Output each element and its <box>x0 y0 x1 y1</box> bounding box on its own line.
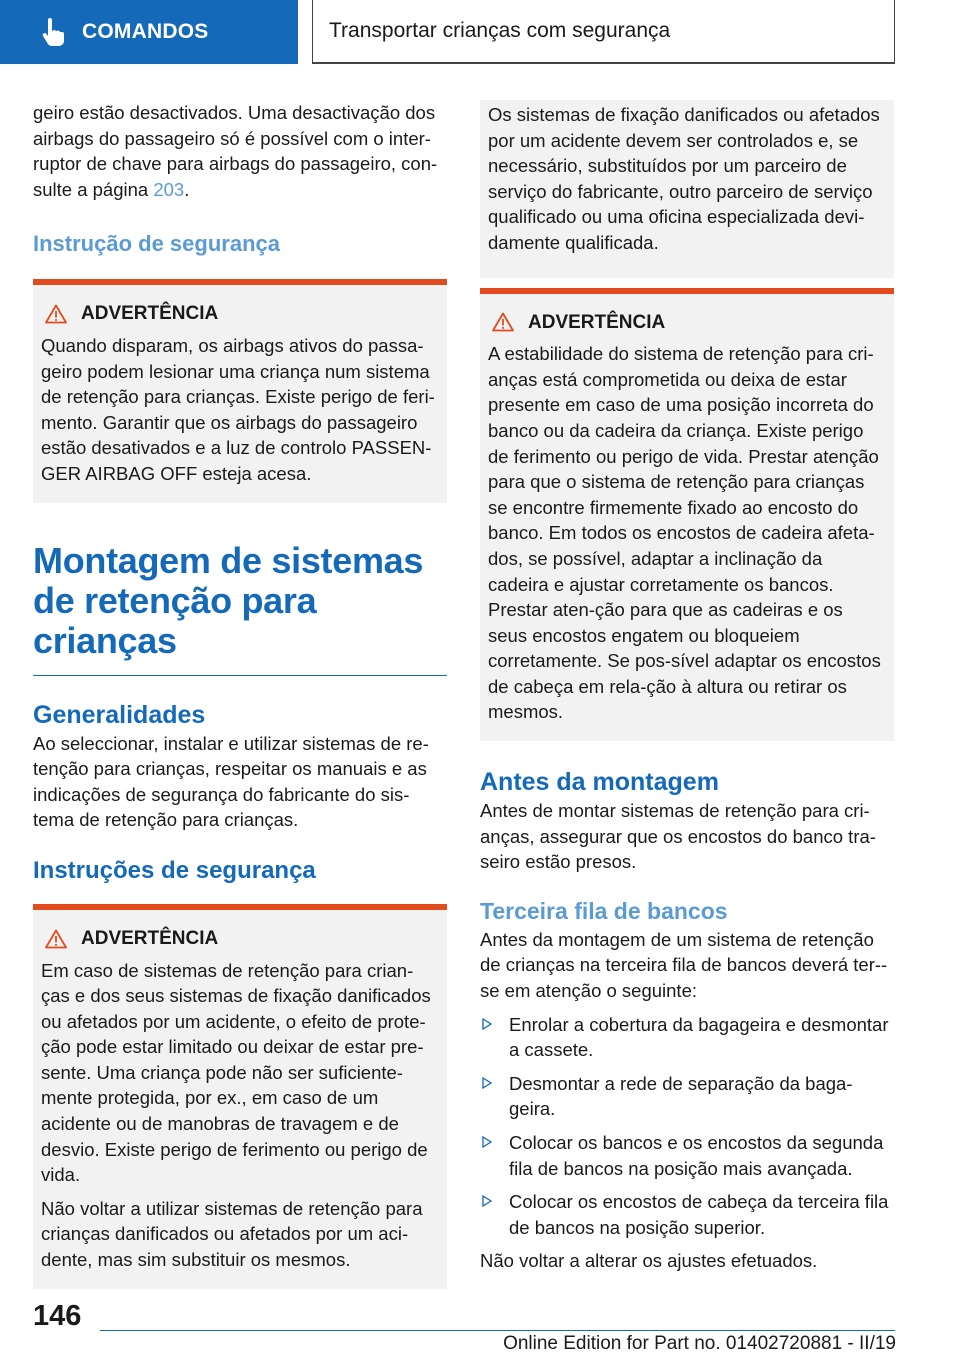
warning-text-2: Não voltar a utilizar sistemas de retenção para crianças danificados ou afetados por um aci-dente, mas sim substituir os mesmos. <box>41 1197 423 1271</box>
section-tab <box>0 0 298 64</box>
list-item-text: Colocar os encostos de cabeça da terceira fila de bancos na posição superior. <box>509 1191 889 1238</box>
left-column <box>33 100 447 1289</box>
bullet-triangle-icon <box>482 1195 492 1207</box>
info-box <box>480 100 894 278</box>
warning-title-text: ADVERTÊNCIA <box>81 927 219 949</box>
warning-triangle-icon <box>45 304 67 324</box>
warning-text: Em caso de sistemas de retenção para crian-ças e dos seus sistemas de fixação danificados ou afetados por um acidente, o efeito de prote-ção pode estar limitado ou deixar de estar pre-sente. Uma criança pode não ser suficiente-mente protegida, por ex., em caso de um acidente ou de manobras de travagem e de desvio. Existe perigo de ferimento ou perigo de vida. <box>41 959 431 1186</box>
warning-text: A estabilidade do sistema de retenção para cri-anças está comprometida ou deixa de estar presente em caso de uma posição incorreta do banco ou da cadeira da criança. Existe perigo de ferimento ou perigo de vida. Prestar atenção para que o sistema de retenção para crianças se encontre firmemente fixado ao encosto do banco. Em todos os encostos de cadeira afeta-dos, se possível, adaptar a inclinação da cadeira e ajustar corretamente os bancos. Prestar aten-ção para que as cadeiras e os seus encostos engatem ou bloqueiem corretamente. Se pos-sível adaptar os encostos de cabeça em rela-ção à altura ou retirar os mesmos. <box>488 343 881 723</box>
intro-paragraph <box>33 100 447 202</box>
intro-text: geiro estão desactivados. Uma desactivação dos airbags do passageiro só é possível com o inter-ruptor de chave para airbags do passageiro, con-sulte a página <box>33 102 438 200</box>
third-row-heading: Terceira fila de bancos <box>480 897 728 924</box>
warning-box-1 <box>33 279 447 502</box>
list-item-text: Colocar os bancos e os encostos da segunda fila de bancos na posição mais avançada. <box>509 1132 884 1179</box>
warning-title <box>45 301 447 327</box>
footer-rule <box>100 1330 895 1331</box>
list-item-text: Enrolar a cobertura da bagageira e desmontar a cassete. <box>509 1013 889 1061</box>
before-paragraph: Antes de montar sistemas de retenção para cri-anças, assegurar que os encostos do banco tra-seiro estão presos. <box>480 800 876 873</box>
section-label: COMANDOS <box>82 20 209 43</box>
general-heading: Generalidades <box>33 700 206 729</box>
warning-text: Quando disparam, os airbags ativos do passa-geiro podem lesionar uma criança num sistema de retenção para crianças. Existe perigo de feri-mento. Garantir que os airbags do passageiro estão desativados e a luz de controlo PASSEN-GER AIRBAG OFF esteja acesa. <box>41 334 435 484</box>
list-item <box>480 1189 894 1240</box>
safety-heading: Instrução de segurança <box>33 231 280 257</box>
bullet-triangle-icon <box>482 1077 492 1089</box>
closing-paragraph: Não voltar a alterar os ajustes efetuados. <box>480 1250 818 1272</box>
warning-triangle-icon <box>492 312 514 332</box>
hand-pointer-icon <box>40 17 66 47</box>
edition-footer: Online Edition for Part no. 01402720881 - II/19 <box>503 1333 896 1354</box>
right-column <box>480 100 894 1274</box>
page-header-title: Transportar crianças com segurança <box>312 0 895 64</box>
general-paragraph: Ao seleccionar, instalar e utilizar sistemas de re-tenção para crianças, respeitar os manuais e as indicações de segurança do fabricante do sis-tema de retenção para crianças. <box>33 732 429 831</box>
before-heading: Antes da montagem <box>480 768 719 797</box>
warning-title <box>45 926 447 952</box>
safety-heading-2: Instruções de segurança <box>33 856 316 884</box>
list-item <box>480 1130 894 1181</box>
warning-box-2 <box>33 904 447 1289</box>
warning-title-text: ADVERTÊNCIA <box>528 311 666 333</box>
warning-title <box>492 310 894 336</box>
warning-title-text: ADVERTÊNCIA <box>81 303 219 325</box>
warning-triangle-icon <box>45 929 67 949</box>
list-item-text: Desmontar a rede de separação da baga-geira. <box>509 1072 853 1120</box>
bullet-triangle-icon <box>482 1136 492 1148</box>
heading-rule <box>33 675 447 676</box>
main-heading: Montagem de sistemas de retenção para crianças <box>33 539 424 661</box>
intro-end: . <box>184 178 190 200</box>
list-item <box>480 1012 894 1063</box>
third-row-paragraph: Antes da montagem de um sistema de retenção de crianças na terceira fila de bancos deverá ter--se em atenção o seguinte: <box>480 928 888 1002</box>
bullet-list <box>480 1012 894 1241</box>
page-link[interactable]: 203 <box>153 178 185 200</box>
bullet-triangle-icon <box>482 1018 492 1030</box>
info-text: Os sistemas de fixação danificados ou afetados por um acidente devem ser controlados e, se necessário, substituídos por um parceiro de serviço do fabricante, outro parceiro de serviço qualificado ou uma oficina especializada devi-damente qualificada. <box>488 104 880 253</box>
list-item <box>480 1071 894 1122</box>
warning-box-3 <box>480 288 894 742</box>
page-number: 146 <box>33 1300 82 1332</box>
